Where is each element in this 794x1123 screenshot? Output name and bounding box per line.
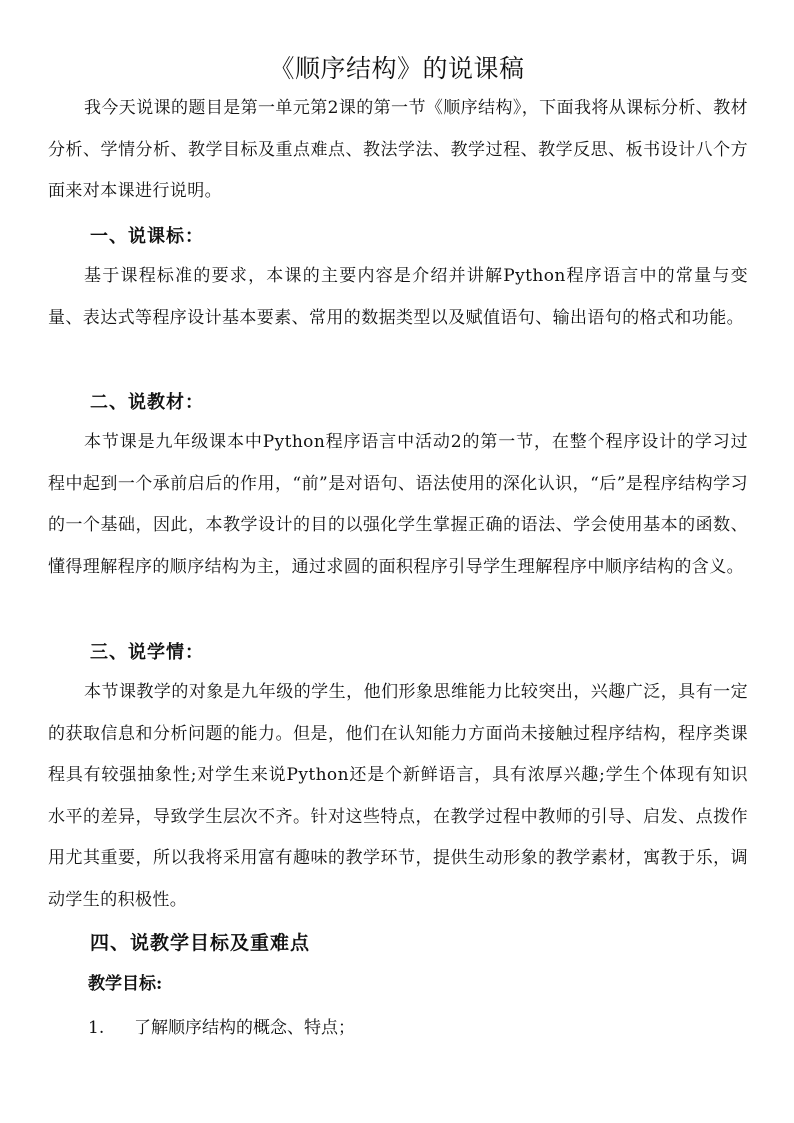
- goal-item-number: 1.: [88, 1018, 105, 1038]
- section-heading-objectives: 四、说教学目标及重难点: [90, 932, 311, 954]
- section-body-curriculum: 基于课程标准的要求，本课的主要内容是介绍并讲解Python程序语言中的常量与变量、表达式等程序设计基本要素、常用的数据类型以及赋值语句、输出语句的格式和功能。: [48, 266, 748, 328]
- intro-paragraph: 我今天说课的题目是第一单元第2课的第一节《顺序结构》，下面我将从课标分析、教材分析、学情分析、教学目标及重点难点、教法学法、教学过程、教学反思、板书设计八个方面来对本课进行说明。: [48, 98, 748, 201]
- document-title: 《顺序结构》的说课稿: [269, 54, 525, 83]
- section-heading-textbook: 二、说教材：: [90, 392, 204, 413]
- goals-label: 教学目标:: [88, 974, 163, 994]
- section-heading-curriculum: 一、说课标：: [90, 226, 204, 247]
- section-heading-students: 三、说学情：: [90, 642, 204, 663]
- goal-item: [88, 1014, 355, 1042]
- section-body-students: 本节课教学的对象是九年级的学生，他们形象思维能力比较突出，兴趣广泛，具有一定的获取信息和分析问题的能力。但是，他们在认知能力方面尚未接触过程序结构，程序类课程具有较强抽象性;对学生来说Python还是个新鲜语言，具有浓厚兴趣;学生个体现有知识水平的差异，导致学生层次不齐。针对这些特点，在教学过程中教师的引导、启发、点拨作用尤其重要，所以我将采用富有趣味的教学环节，提供生动形象的教学素材，寓教于乐，调动学生的积极性。: [48, 682, 748, 910]
- goal-item-text: 了解顺序结构的概念、特点；: [134, 1018, 355, 1038]
- section-body-textbook: 本节课是九年级课本中Python程序语言中活动2的第一节，在整个程序设计的学习过程中起到一个承前启后的作用，“前”是对语句、语法使用的深化认识，“后”是程序结构学习的一个基础，因此，本教学设计的目的以强化学生掌握正确的语法、学会使用基本的函数、懂得理解程序的顺序结构为主，通过求圆的面积程序引导学生理解程序中顺序结构的含义。: [48, 432, 748, 577]
